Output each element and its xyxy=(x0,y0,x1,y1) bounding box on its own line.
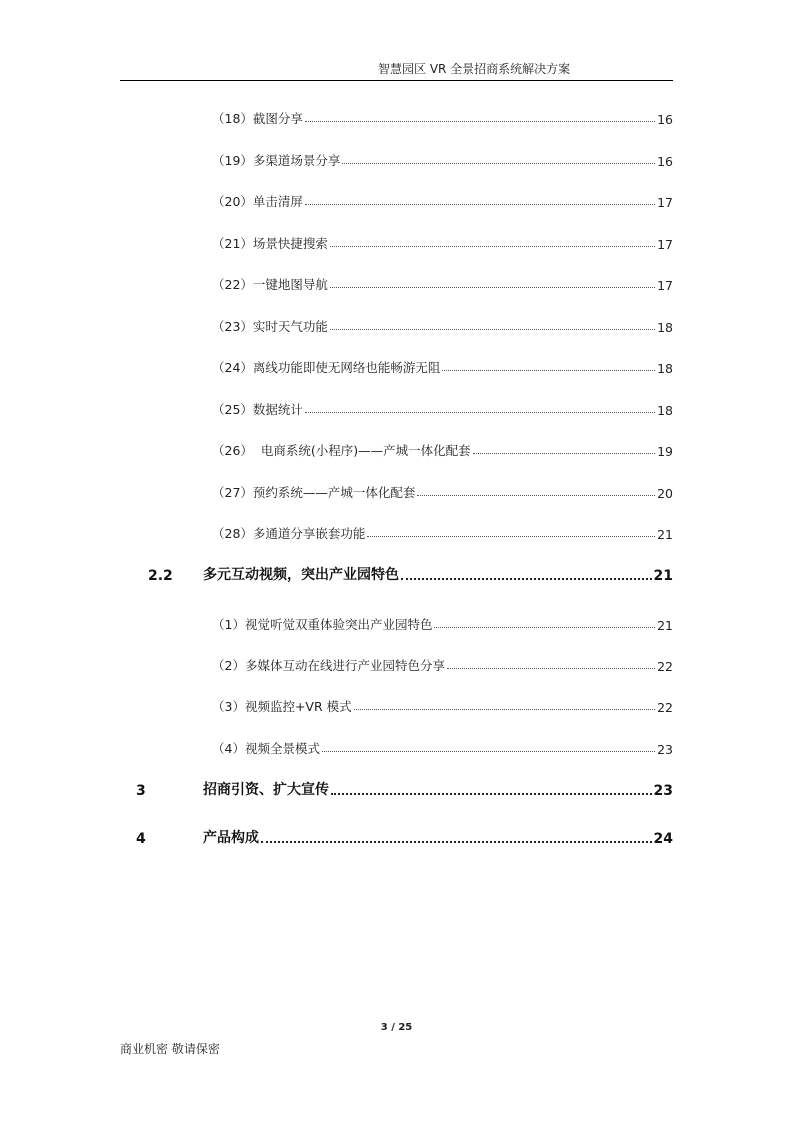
toc-entry[interactable] xyxy=(212,190,673,210)
toc-entry-title: （1）视觉听觉双重体验突出产业园特色 xyxy=(212,617,433,632)
toc-leader xyxy=(367,536,655,537)
toc-leader xyxy=(330,287,655,288)
toc-entry-title: （22）一键地图导航 xyxy=(212,277,328,292)
toc-entry[interactable] xyxy=(212,613,673,633)
toc-entry[interactable] xyxy=(212,232,673,252)
toc-entry[interactable] xyxy=(212,356,673,376)
toc-entry-title: （21）场景快捷搜索 xyxy=(212,236,328,251)
toc-leader xyxy=(417,495,655,496)
toc-leader xyxy=(305,121,655,122)
toc-entry-page: 22 xyxy=(657,700,673,715)
toc-entry-title: （26） 电商系统(小程序)——产城一体化配套 xyxy=(212,443,471,458)
toc-entry-title: （20）单击清屏 xyxy=(212,194,303,209)
toc-entry-page: 18 xyxy=(657,403,673,418)
toc-entry-title: （19）多渠道场景分享 xyxy=(212,153,341,168)
page-indicator: 3 / 25 xyxy=(380,1022,413,1033)
toc-entry[interactable] xyxy=(212,737,673,757)
toc-entry-title: （23）实时天气功能 xyxy=(212,319,328,334)
toc-entry-title: （28）多通道分享嵌套功能 xyxy=(212,526,366,541)
toc-section-entry[interactable] xyxy=(148,564,673,584)
toc-leader xyxy=(305,412,655,413)
toc-entry-page: 24 xyxy=(653,831,673,847)
toc-entry-page: 17 xyxy=(657,237,673,252)
toc-entry-title: （25）数据统计 xyxy=(212,402,303,417)
toc-entry-title: （24）离线功能即使无网络也能畅游无阻 xyxy=(212,360,441,375)
toc-entry-title: （18）截图分享 xyxy=(212,111,303,126)
toc-leader xyxy=(331,793,652,795)
toc-leader xyxy=(434,627,655,628)
toc-entry-page: 17 xyxy=(657,278,673,293)
toc-entry-title: （4）视频全景模式 xyxy=(212,741,320,756)
toc-entry[interactable] xyxy=(212,481,673,501)
toc-leader xyxy=(330,329,655,330)
toc-leader xyxy=(342,163,655,164)
toc-entry-page: 16 xyxy=(657,154,673,169)
toc-entry[interactable] xyxy=(212,695,673,715)
toc-entry[interactable] xyxy=(212,149,673,169)
toc-leader xyxy=(401,578,652,580)
toc-leader xyxy=(322,751,655,752)
confidentiality-note: 商业机密 敬请保密 xyxy=(120,1042,220,1056)
toc-entry-title: （2）多媒体互动在线进行产业园特色分享 xyxy=(212,658,445,673)
toc-entry-title: 产品构成 xyxy=(203,830,259,846)
toc-entry[interactable] xyxy=(212,273,673,293)
toc-entry-title: 招商引资、扩大宣传 xyxy=(203,782,329,798)
toc-entry[interactable] xyxy=(212,107,673,127)
toc-leader xyxy=(447,668,655,669)
toc-entry-title: 多元互动视频，突出产业园特色 xyxy=(203,567,399,583)
toc-entry-page: 18 xyxy=(657,361,673,376)
toc-entry-page: 23 xyxy=(653,783,673,799)
toc-section-number: 2.2 xyxy=(148,568,173,584)
toc-entry-page: 21 xyxy=(657,527,673,542)
toc-leader xyxy=(442,370,655,371)
toc-leader xyxy=(473,453,655,454)
toc-entry-title: （3）视频监控+VR 模式 xyxy=(212,699,352,714)
toc-entry-page: 17 xyxy=(657,195,673,210)
toc-entry[interactable] xyxy=(212,315,673,335)
toc-entry-page: 19 xyxy=(657,444,673,459)
toc-entry-page: 23 xyxy=(657,742,673,757)
toc-leader xyxy=(305,204,655,205)
toc-entry[interactable] xyxy=(212,522,673,542)
toc-entry-page: 21 xyxy=(657,618,673,633)
toc-entry-page: 20 xyxy=(657,486,673,501)
toc-entry[interactable] xyxy=(212,654,673,674)
toc-entry-page: 22 xyxy=(657,659,673,674)
toc-section-number: 4 xyxy=(136,831,146,847)
toc-entry-page: 18 xyxy=(657,320,673,335)
toc-entry-title: （27）预约系统——产城一体化配套 xyxy=(212,485,416,500)
toc-section-entry[interactable] xyxy=(136,827,673,847)
toc-entry-page: 21 xyxy=(653,568,673,584)
header-title: 智慧园区 VR 全景招商系统解决方案 xyxy=(378,62,571,76)
toc-entry-page: 16 xyxy=(657,112,673,127)
toc-leader xyxy=(330,246,655,247)
page-header xyxy=(120,58,673,81)
toc-entry[interactable] xyxy=(212,398,673,418)
toc-leader xyxy=(354,709,655,710)
toc-entry[interactable] xyxy=(212,439,673,459)
toc-section-entry[interactable] xyxy=(136,779,673,799)
toc-section-number: 3 xyxy=(136,783,146,799)
toc-leader xyxy=(261,841,652,843)
